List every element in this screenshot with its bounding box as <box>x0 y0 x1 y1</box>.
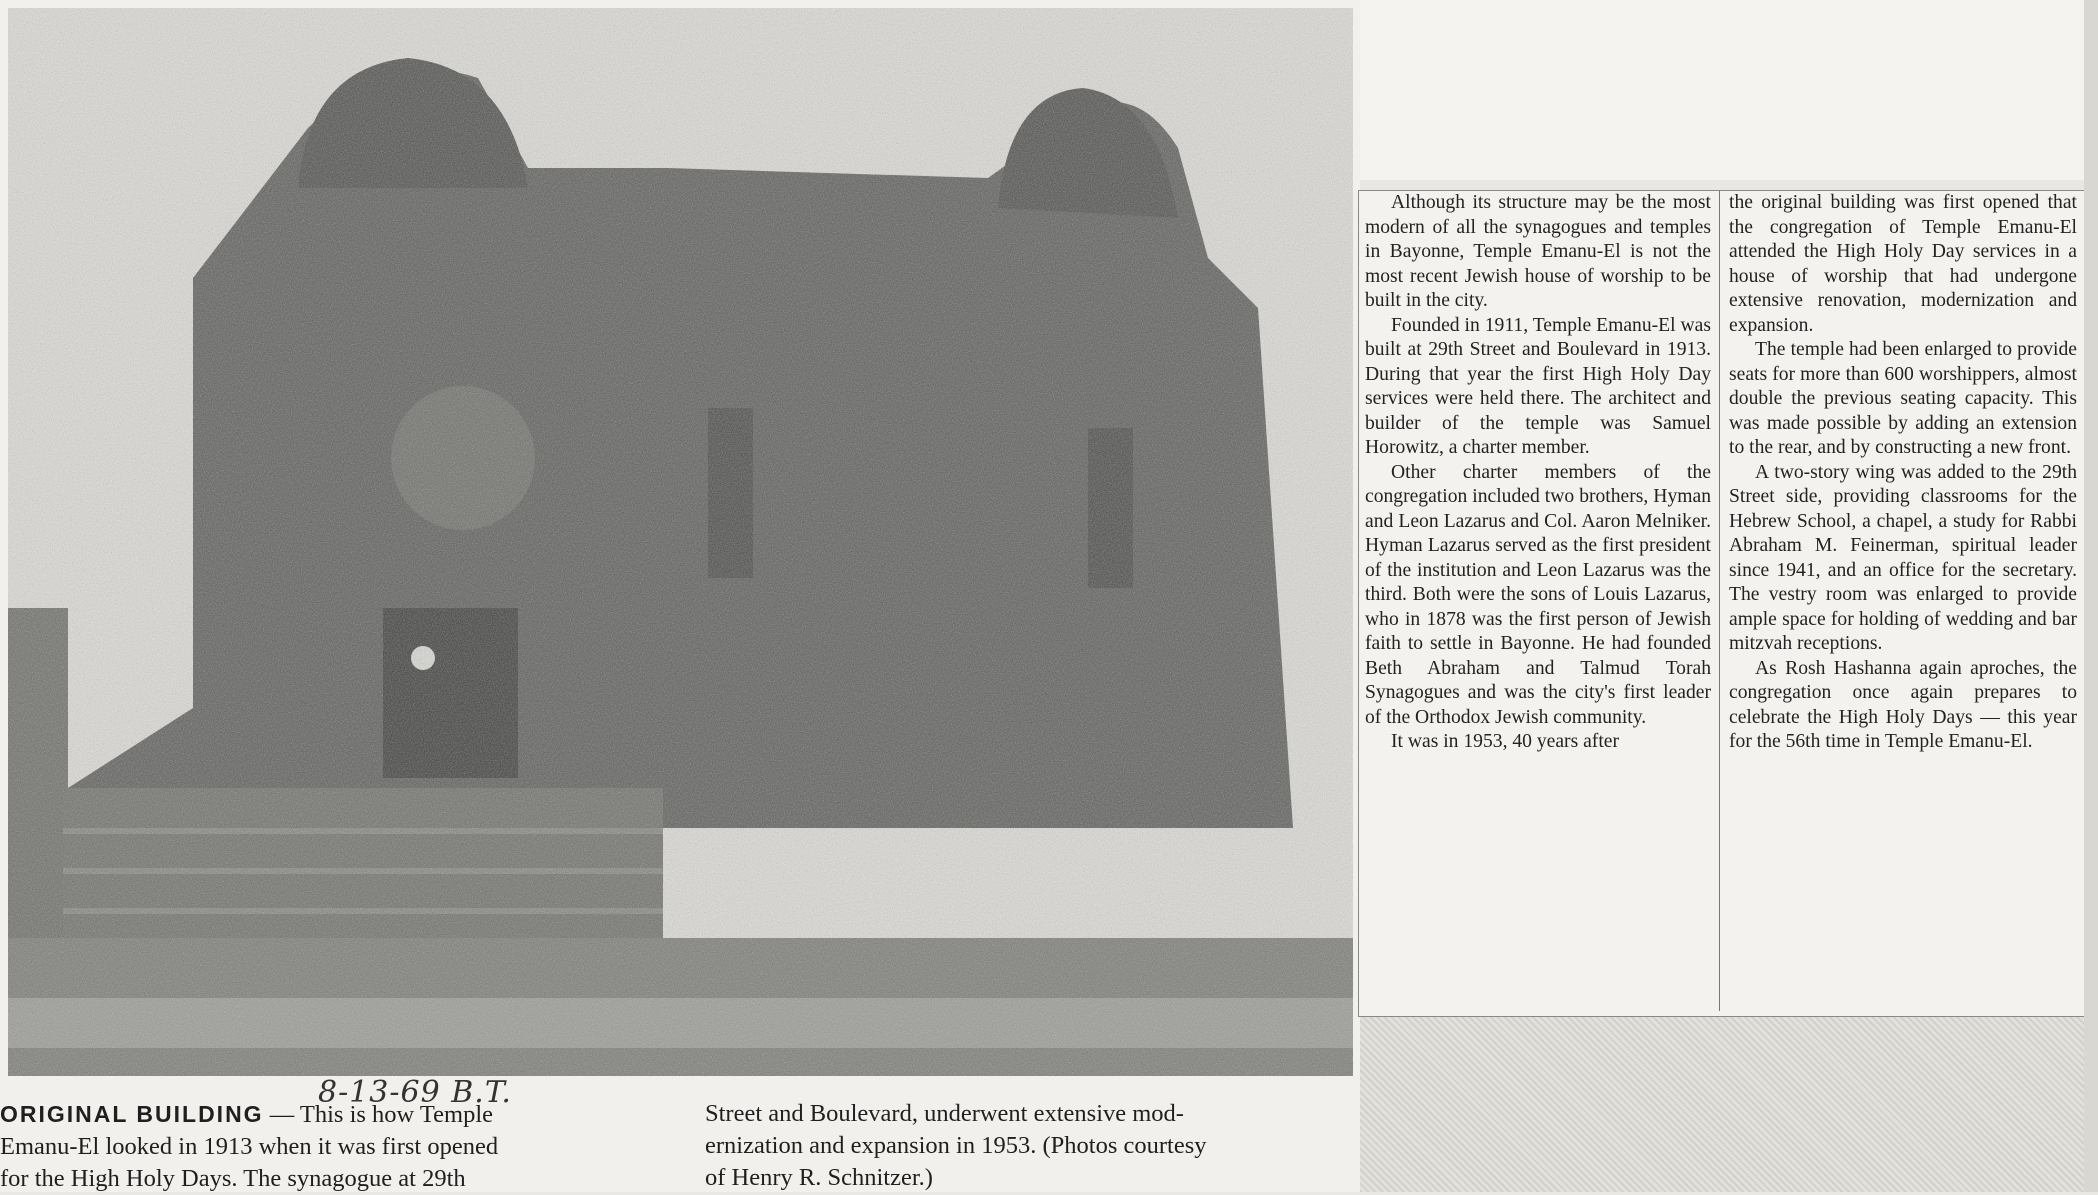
column-divider <box>1719 191 1720 1011</box>
col2-paragraph-4: As Rosh Hashanna again aproches, the congregation once again prepares to celebrate the High Holy Days — this year for the 56th time in Temple Emanu-El. <box>1729 657 2077 752</box>
scan-edge <box>2084 0 2098 1192</box>
paper-texture <box>1360 1000 2098 1192</box>
photo-caption-right <box>705 1098 1365 1194</box>
col1-paragraph-2: Founded in 1911, Temple Emanu-El was built at 29th Street and Boulevard in 1913. During that year the first High Holy Day services were held there. The architect and builder of the temple was Samuel Horowitz, a charter member. <box>1365 314 1711 458</box>
caption-right-line-1: Street and Boulevard, underwent extensive mod- <box>705 1100 1184 1127</box>
col2-paragraph-2: The temple had been enlarged to provide seats for more than 600 worshippers, almost double the previous seating capacity. This was made possible by adding an extension to the rear, and by constructing a new front. <box>1729 339 2077 458</box>
caption-lead: ORIGINAL BUILDING <box>0 1101 264 1127</box>
col2-paragraph-1: the original building was first opened that the congregation of Temple Emanu-El attended the High Holy Day services in a house of worship that had undergone extensive renovation, modernization and expansion. <box>1729 192 2077 336</box>
article-column-1 <box>1365 191 1711 755</box>
col1-paragraph-1: Although its structure may be the most modern of all the synagogues and temples in Bayonne, Temple Emanu-El is not the most recent Jewish house of worship to be built in the city. <box>1365 192 1711 311</box>
caption-left-line-1: — This is how Temple <box>263 1101 494 1128</box>
caption-right-line-3: of Henry R. Schnitzer.) <box>705 1164 933 1191</box>
article-clipping <box>1358 190 2086 1017</box>
article-column-2 <box>1729 191 2077 755</box>
temple-photo <box>8 8 1353 1076</box>
photo-caption-left <box>0 1098 650 1195</box>
col2-paragraph-3: A two-story wing was added to the 29th Street side, providing classrooms for the Hebrew School, a chapel, a study for Rabbi Abraham M. Feinerman, spiritual leader since 1941, and an office for the secretary. The vestry room was enlarged to provide ample space for holding of wedding and bar mitzvah receptions. <box>1729 461 2077 654</box>
col1-paragraph-4: It was in 1953, 40 years after <box>1391 731 1619 752</box>
caption-left-line-3: for the High Holy Days. The synagogue at 29th <box>0 1165 466 1192</box>
col1-paragraph-3: Other charter members of the congregation included two brothers, Hyman and Leon Lazarus and Col. Aaron Melniker. Hyman Lazarus served as the first president of the institution and Leon Lazarus was the third. Both were the sons of Louis Lazarus, who in 1878 was the first person of Jewish faith to settle in Bayonne. He had founded Beth Abraham and Talmud Torah Synagogues and was the city's first leader of the Orthodox Jewish community. <box>1365 461 1711 728</box>
handwritten-date: 8-13-69 B.T. <box>318 1075 512 1110</box>
temple-building-image <box>8 8 1353 1076</box>
caption-right-line-2: ernization and expansion in 1953. (Photos courtesy <box>705 1132 1207 1159</box>
caption-left-line-2: Emanu-El looked in 1913 when it was first opened <box>0 1133 499 1160</box>
